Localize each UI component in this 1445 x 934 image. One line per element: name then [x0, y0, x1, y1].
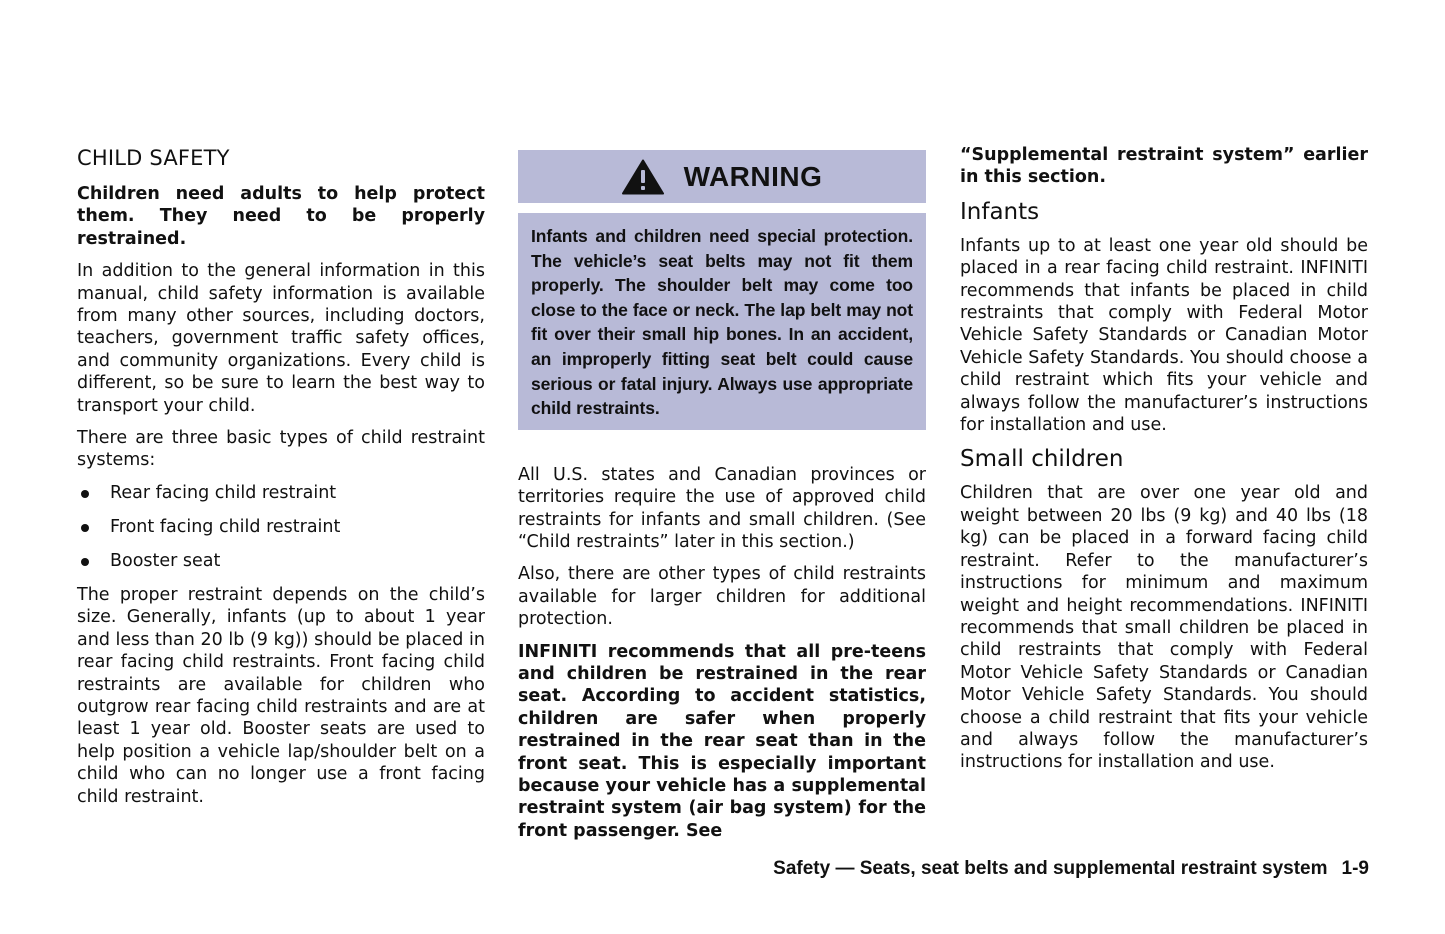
paragraph: The proper restraint depends on the child’s size. Generally, infants (up to about 1 year and less than 20 lb (9 kg)) should be placed in rear facing child restraints. Front facing child restraints are available for children who outgrow rear facing child restraints and are at least 1 year old. Booster seats are used to help position a vehicle lap/shoulder belt on a child who can no longer use a front facing child restraint.: [77, 584, 485, 807]
bold-continuation: “Supplemental restraint system” earlier in this section.: [960, 145, 1368, 188]
paragraph: All U.S. states and Canadian provinces or territories require the use of approved child restraints for infants and small children. (See “Child restraints” later in this section.): [518, 464, 926, 552]
restraint-types-list: [77, 482, 485, 572]
small-children-heading: Small children: [960, 446, 1124, 473]
column-left: [77, 144, 485, 818]
column-middle: [518, 144, 926, 852]
bold-paragraph: INFINITI recommends that all pre-teens and children be restrained in the rear seat. According to accident statistics, children are safer when properly restrained in the rear seat than in the front seat. This is especially important because your vehicle has a supplemental restraint system (air bag system) for the front passenger. See: [518, 641, 926, 841]
column-right: [960, 144, 1368, 784]
footer-section-title: Safety — Seats, seat belts and supplemental restraint system: [773, 858, 1328, 879]
paragraph: There are three basic types of child restraint systems:: [77, 428, 485, 471]
paragraph: Infants up to at least one year old should be placed in a rear facing child restraint. INFINITI recommends that infants be placed in child restraints that comply with Federal Motor Vehicle Safety Standards or Canadian Motor Vehicle Safety Standards. You should choose a child restraint which fits your vehicle and always follow the manufacturer’s instructions for installation and use.: [960, 235, 1368, 436]
list-item: Booster seat: [77, 550, 485, 572]
warning-box: [518, 213, 926, 430]
paragraph: Children that are over one year old and weight between 20 lbs (9 kg) and 40 lbs (18 kg) can be placed in a forward facing child restraint. Refer to the manufacturer’s instructions for minimum and maximum weight and height recommendations. INFINITI recommends that small children be placed in child restraints that comply with Federal Motor Vehicle Safety Standards or Canadian Motor Vehicle Safety Standards. You should choose a child restraint that fits your vehicle and always follow the manufacturer’s instructions for installation and use.: [960, 483, 1368, 773]
infants-heading: Infants: [960, 198, 1040, 225]
bullet-icon: [81, 558, 89, 566]
bullet-icon: [81, 524, 89, 532]
paragraph: Also, there are other types of child restraints available for larger children for additional protection.: [518, 564, 926, 630]
warning-header: [518, 150, 926, 203]
warning-title: WARNING: [683, 160, 823, 192]
page-number: 1-9: [1341, 858, 1369, 879]
section-heading: CHILD SAFETY: [77, 146, 230, 170]
paragraph: In addition to the general information in this manual, child safety information is available from many other sources, including doctors, teachers, government traffic safety offices, and community organizations. Every child is different, so be sure to learn the best way to transport your child.: [77, 261, 485, 416]
list-item: Front facing child restraint: [77, 516, 485, 538]
page-footer: [773, 858, 1369, 880]
warning-text: Infants and children need special protection. The vehicle’s seat belts may not fit them properly. The shoulder belt may come too close to the face or neck. The lap belt may not fit over their small hip bones. In an accident, an improperly fitting seat belt could cause serious or fatal injury. Always use appropriate child restraints.: [531, 226, 913, 419]
warning-triangle-icon: [622, 159, 664, 195]
list-item: Rear facing child restraint: [77, 482, 485, 504]
bullet-icon: [81, 490, 89, 498]
intro-bold-text: Children need adults to help protect them. They need to be properly restrained.: [77, 184, 485, 249]
